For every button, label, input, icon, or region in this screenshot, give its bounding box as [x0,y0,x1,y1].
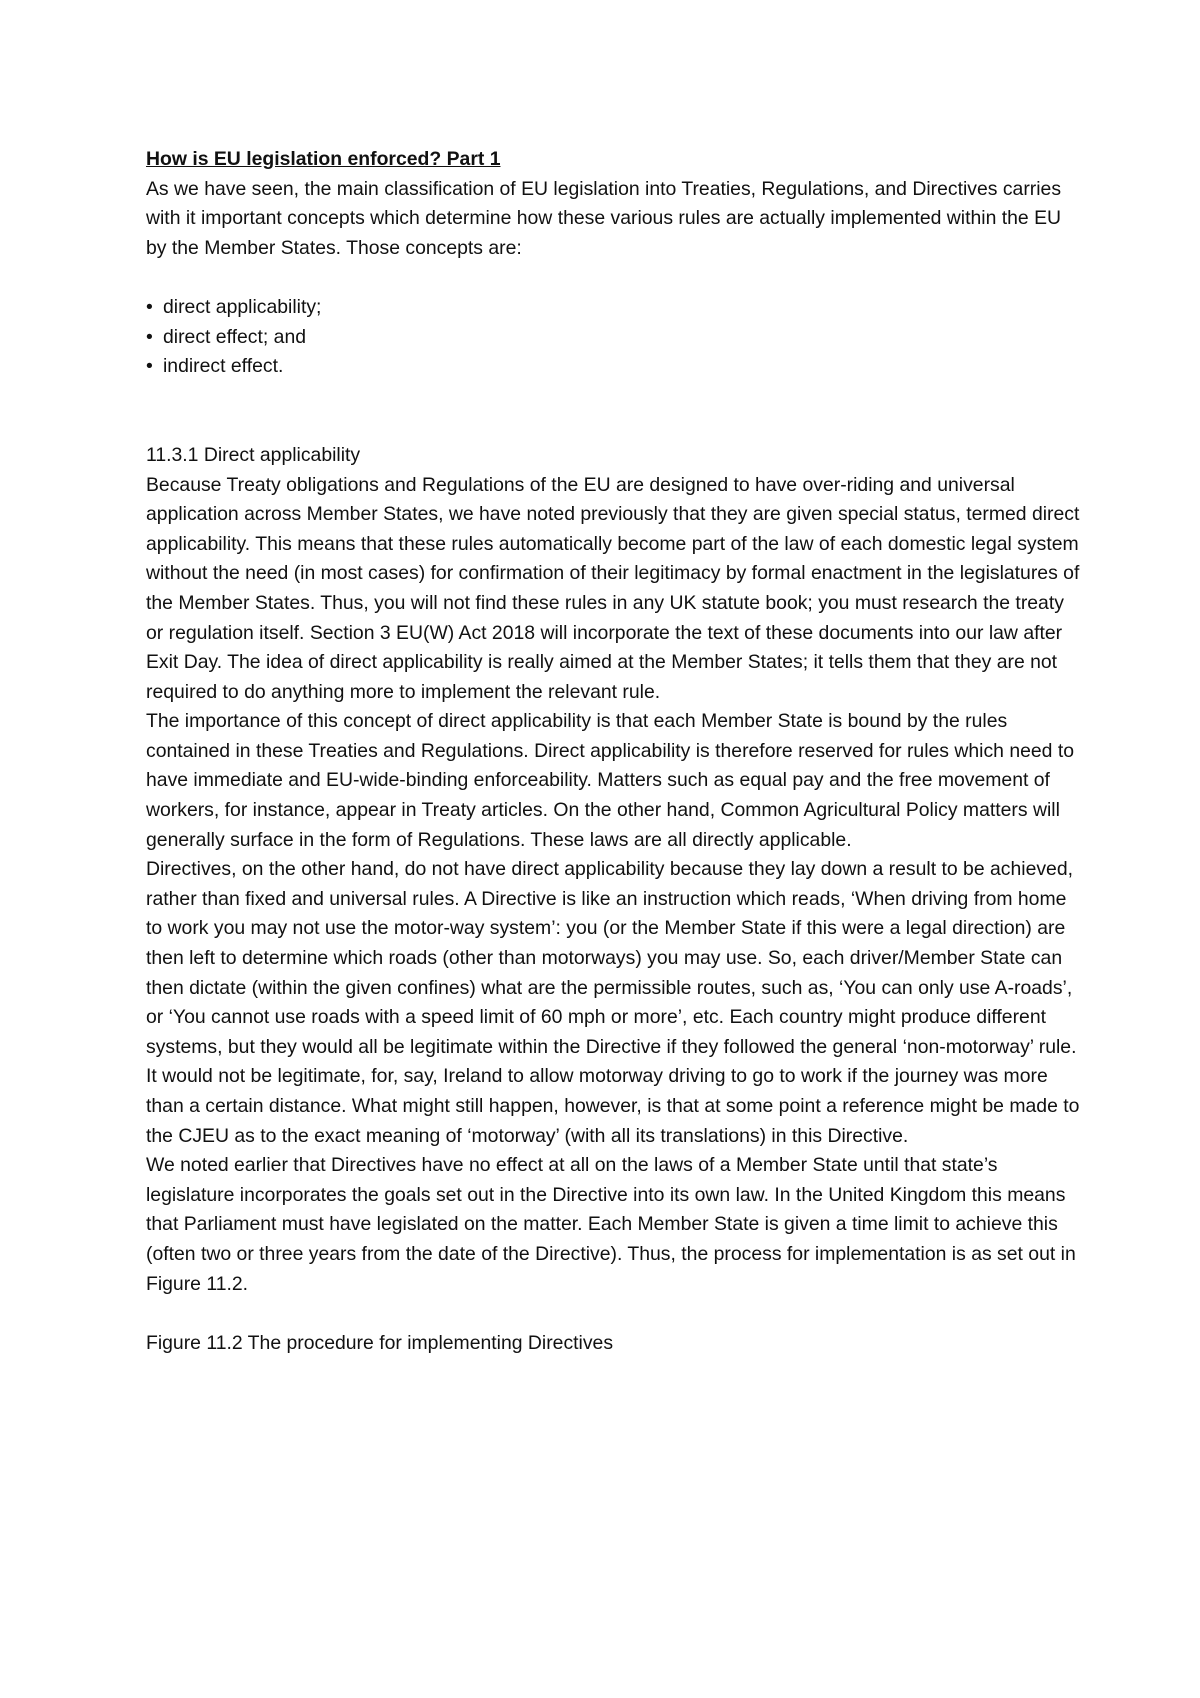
section-heading: 11.3.1 Direct applicability [146,443,361,466]
body-paragraph: Directives, on the other hand, do not have direct applicability because they lay down a result to be achieved, rather than fixed and universal rules. A Directive is like an instruction which reads, ‘When driving from home to work you may not use the motor-way system’: you (or the Member State if this were a legal direction) are then left to determine which roads (other than motorways) you may use. So, each driver/Member State can then dictate (within the given confines) what are the permissible routes, such as, ‘You can only use A-roads’, or ‘You cannot use roads with a speed limit of 60 mph or more’, etc. Each country might produce different systems, but they would all be legitimate within the Directive if they followed the general ‘non-motorway’ rule. It would not be legitimate, for, say, Ireland to allow motorway driving to go to work if the journey was more than a certain distance. What might still happen, however, is that at some point a reference might be made to the CJEU as to the exact meaning of ‘motorway’ (with all its translations) in this Directive. [146,858,1080,1147]
list-item: • direct applicability; [146,293,1086,323]
body-paragraph: We noted earlier that Directives have no effect at all on the laws of a Member State until that state’s legislature incorporates the goals set out in the Directive into its own law. In the United Kingdom this means that Parliament must have legislated on the matter. Each Member State is given a time limit to achieve this (often two or three years from the date of the Directive). Thus, the process for implementation is as set out in Figure 11.2. [146,1154,1076,1295]
figure-caption: Figure 11.2 The procedure for implementing Directives [146,1331,614,1354]
spacer [146,1299,1086,1329]
concepts-list [146,293,1086,382]
intro-paragraph: As we have seen, the main classification of EU legislation into Treaties, Regulations, and Directives carries with it important concepts which determine how these various rules are actually implemented within the EU by the Member States. Those concepts are: [146,177,1062,259]
document-page [146,145,1086,1358]
list-item: • direct effect; and [146,323,1086,353]
spacer [146,411,1086,441]
document-title: How is EU legislation enforced? Part 1 [146,148,501,170]
body-paragraph: Because Treaty obligations and Regulations of the EU are designed to have over-riding and universal application across Member States, we have noted previously that they are given special status, termed direct applicability. This means that these rules automatically become part of the law of each domestic legal system without the need (in most cases) for confirmation of their legitimacy by formal enactment in the legislatures of the Member States. Thus, you will not find these rules in any UK statute book; you must research the treaty or regulation itself. Section 3 EU(W) Act 2018 will incorporate the text of these documents into our law after Exit Day. The idea of direct applicability is really aimed at the Member States; it tells them that they are not required to do anything more to implement the relevant rule. [146,473,1080,703]
body-paragraph: The importance of this concept of direct applicability is that each Member State is bound by the rules contained in these Treaties and Regulations. Direct applicability is therefore reserved for rules which need to have immediate and EU-wide-binding enforceability. Matters such as equal pay and the free movement of workers, for instance, appear in Treaty articles. On the other hand, Common Agricultural Policy matters will generally surface in the form of Regulations. These laws are all directly applicable. [146,710,1075,851]
spacer [146,263,1086,293]
spacer [146,382,1086,412]
list-item: • indirect effect. [146,352,1086,382]
